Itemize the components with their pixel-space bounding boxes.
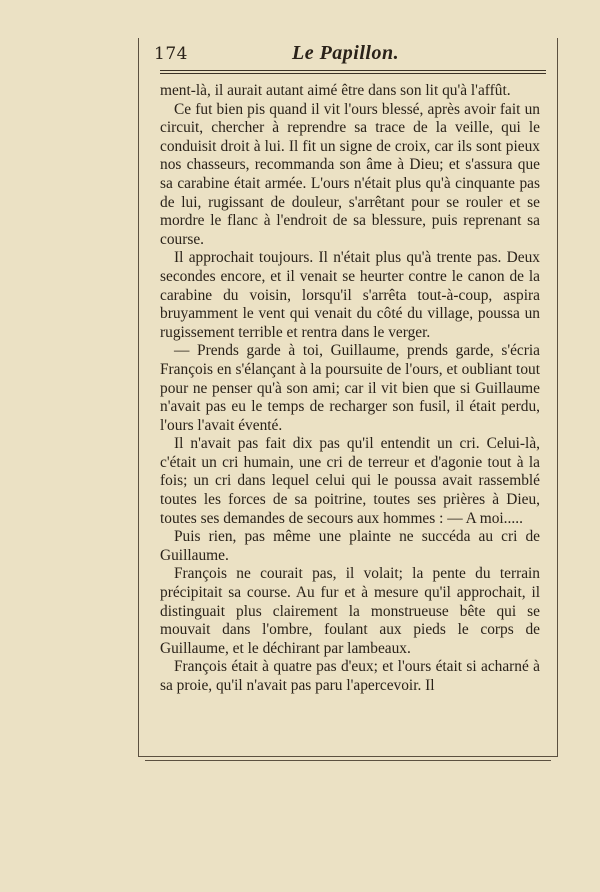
paragraph: François ne courait pas, il volait; la pente du terrain précipitait sa course. Au fur et à mesure qu'il approchait, il distinguait plus clairement la monstrueuse bête qui se mouvait dans l'ombre, foulant aux pieds le corps de Guillaume, et le déchirant par lambeaux. (160, 565, 540, 657)
paragraph: — Prends garde à toi, Guillaume, prends garde, s'écria François en s'élançant à la poursuite de l'ours, et oubliant tout pour ne penser qu'à son ami; car il vit bien que si Guillaume n'avait pas eu le temps de recharger son fusil, il était perdu, l'ours l'avait éventé. (160, 342, 540, 434)
page-header (152, 42, 552, 72)
paragraph: ment-là, il aurait autant aimé être dans son lit qu'à l'affût. (160, 82, 511, 99)
paragraph: Il n'avait pas fait dix pas qu'il entendit un cri. Celui-là, c'était un cri humain, une cri de terreur et d'agonie tout à la fois; un cri dans lequel celui qui le poussa avait rassemblé toutes les forces de sa poitrine, toutes ses prières à Dieu, toutes ses demandes de secours aux hommes : — A moi..... (160, 435, 540, 527)
header-rule (160, 70, 546, 74)
paragraph: Il approchait toujours. Il n'était plus qu'à trente pas. Deux secondes encore, et il venait se heurter contre le canon de la carabine du voisin, lorsqu'il s'arrêta tout-à-coup, aspira bruyamment le vent qui venait du côté du village, poussa un rugissement terrible et rentra dans le verger. (160, 249, 540, 341)
page-number: 174 (154, 44, 188, 64)
paragraph: François était à quatre pas d'eux; et l'ours était si acharné à sa proie, qu'il n'avait pas paru l'apercevoir. Il (160, 658, 540, 694)
paragraph: Ce fut bien pis quand il vit l'ours blessé, après avoir fait un circuit, chercher à reprendre sa trace de la veille, qui le conduisit droit à lui. Il fit un signe de croix, car ils sont pieux nos chasseurs, recommanda son âme à Dieu; et s'assura que sa carabine était armée. L'ours n'était plus qu'à cinquante pas de lui, rugissant de douleur, s'arrêtant pour se rouler et se mordre le flanc à l'endroit de sa blessure, puis reprenant sa course. (160, 100, 540, 248)
running-title: Le Papillon. (292, 42, 400, 64)
body-text (160, 82, 540, 696)
paragraph: Puis rien, pas même une plainte ne succéda au cri de Guillaume. (160, 528, 540, 564)
